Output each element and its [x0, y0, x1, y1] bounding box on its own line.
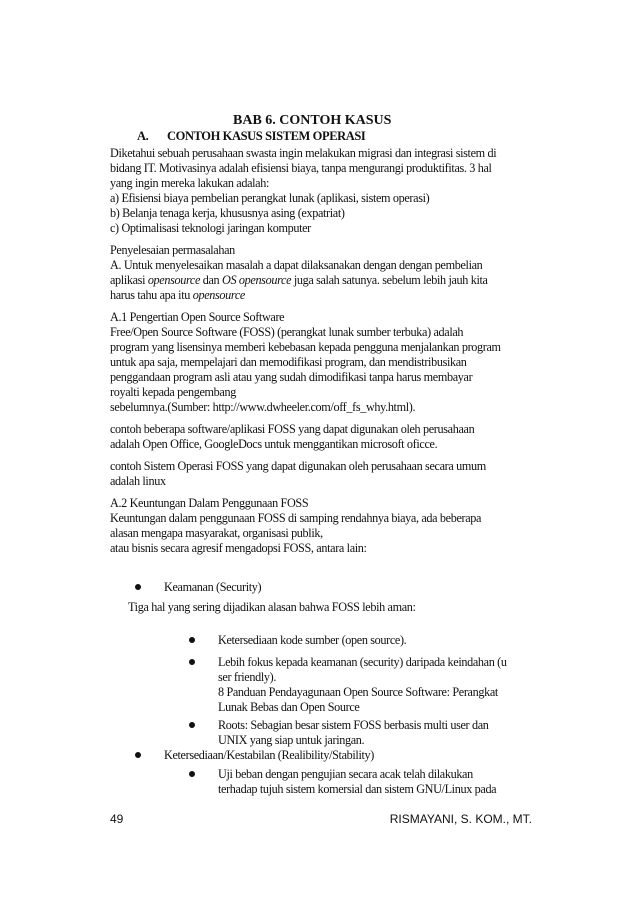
intro-line: a) Efisiensi biaya pembelian perangkat lunak (aplikasi, sistem operasi): [110, 191, 430, 205]
section-a-title: CONTOH KASUS SISTEM OPERASI: [167, 129, 366, 143]
intro-line: yang ingin mereka lakukan adalah:: [110, 176, 270, 190]
software-example-line: adalah Open Office, GoogleDocs untuk menggantikan microsoft oficce.: [110, 437, 438, 451]
bullet-icon: [189, 771, 195, 777]
intro-line: b) Belanja tenaga kerja, khususnya asing (expatriat): [110, 206, 345, 220]
stability-item-line: terhadap tujuh sistem komersial dan sistem GNU/Linux pada: [218, 782, 497, 796]
a1-line: penggandaan program asli atau yang sudah dimodifikasi tanpa harus membayar: [110, 370, 473, 384]
a1-line: untuk apa saja, mempelajari dan memodifikasi program, dan mendistribusikan: [110, 355, 467, 369]
solution-line: A. Untuk menyelesaikan masalah a dapat dilaksanakan dengan dengan pembelian: [110, 258, 483, 272]
security-intro: Tiga hal yang sering dijadikan alasan bahwa FOSS lebih aman:: [128, 600, 416, 614]
bullet-icon: [135, 752, 141, 758]
a1-line: royalti kepada pengembang: [110, 385, 236, 399]
page-number: 49: [110, 812, 124, 826]
solution-text: dan: [200, 273, 222, 287]
a2-line: alasan mengapa masyarakat, organisasi publik,: [110, 526, 323, 540]
security-item-line: Lebih fokus kepada keamanan (security) daripada keindahan (u: [218, 655, 507, 669]
os-example-line: contoh Sistem Operasi FOSS yang dapat digunakan oleh perusahaan secara umum: [110, 459, 486, 473]
section-a-letter: A.: [137, 129, 149, 143]
solution-text: harus tahu apa itu: [110, 288, 193, 302]
solution-text: aplikasi: [110, 273, 148, 287]
security-item-line: Ketersediaan kode sumber (open source).: [218, 633, 407, 647]
security-item-line: ser friendly).: [218, 670, 277, 684]
security-item-line: Roots: Sebagian besar sistem FOSS berbasis multi user dan: [218, 718, 489, 732]
opensource-term: opensource: [147, 273, 201, 287]
security-item-line: Lunak Bebas dan Open Source: [218, 700, 360, 714]
solution-line: [110, 288, 245, 303]
intro-line: Diketahui sebuah perusahaan swasta ingin melakukan migrasi dan integrasi sistem di: [110, 146, 497, 160]
opensource-term: opensource: [192, 288, 245, 302]
solution-text: juga salah satunya. sebelum lebih jauh kita: [291, 273, 488, 287]
security-item-line: UNIX yang siap untuk jaringan.: [218, 733, 365, 747]
bullet-icon: [135, 584, 141, 590]
stability-item-line: Uji beban dengan pengujian secara acak telah dilakukan: [218, 767, 473, 781]
section-a1-title: A.1 Pengertian Open Source Software: [110, 310, 285, 324]
os-opensource-term: OS opensource: [222, 273, 292, 287]
solution-heading: Penyelesaian permasalahan: [110, 243, 235, 257]
intro-line: c) Optimalisasi teknologi jaringan komputer: [110, 221, 311, 235]
intro-line: bidang IT. Motivasinya adalah efisiensi biaya, tanpa mengurangi produktifitas. 3 hal: [110, 161, 492, 175]
a2-line: Keuntungan dalam penggunaan FOSS di samping rendahnya biaya, ada beberapa: [110, 511, 482, 525]
a1-line: program yang lisensinya memberi kebebasan kepada pengguna menjalankan program: [110, 340, 501, 354]
a1-line: Free/Open Source Software (FOSS) (perangkat lunak sumber terbuka) adalah: [110, 325, 464, 339]
section-a2-title: A.2 Keuntungan Dalam Penggunaan FOSS: [110, 496, 309, 510]
stability-label: Ketersediaan/Kestabilan (Realibility/Stability): [164, 748, 374, 762]
os-example-line: adalah linux: [110, 474, 166, 488]
chapter-title: BAB 6. CONTOH KASUS: [233, 113, 392, 128]
a2-line: atau bisnis secara agresif mengadopsi FOSS, antara lain:: [110, 541, 367, 555]
footer-author: RISMAYANI, S. KOM., MT.: [389, 812, 532, 826]
security-item-line: 8 Panduan Pendayagunaan Open Source Software: Perangkat: [218, 685, 498, 699]
bullet-icon: [189, 637, 195, 643]
bullet-icon: [189, 722, 195, 728]
solution-line: [110, 273, 488, 288]
bullet-icon: [189, 659, 195, 665]
software-example-line: contoh beberapa software/aplikasi FOSS yang dapat digunakan oleh perusahaan: [110, 422, 475, 436]
security-label: Keamanan (Security): [164, 580, 262, 594]
a1-line: sebelumnya.(Sumber: http://www.dwheeler.com/off_fs_why.html).: [110, 400, 416, 414]
